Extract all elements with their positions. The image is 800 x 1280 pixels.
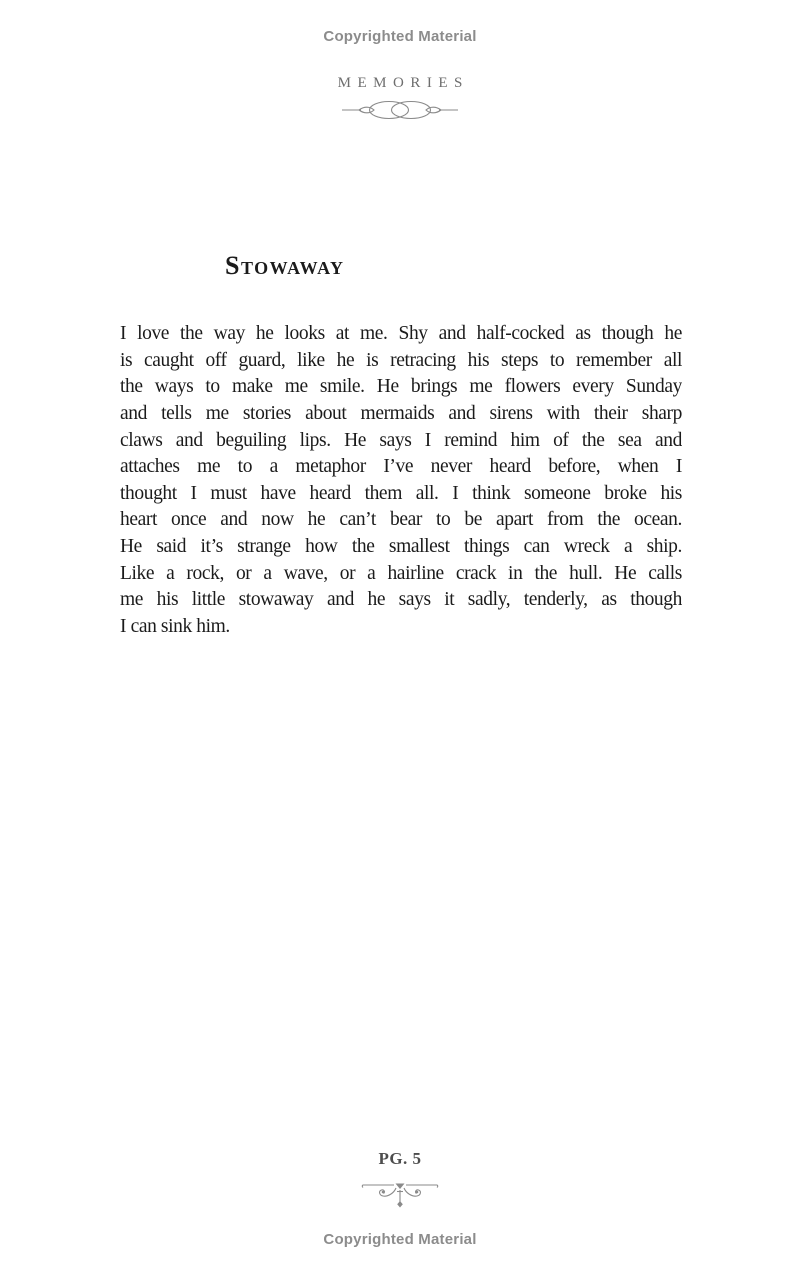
copyright-notice-bottom: Copyrighted Material <box>323 1231 477 1248</box>
poem-body-line: thought I must have heard them all. I think someone broke his <box>120 482 682 504</box>
poem-body-line: I love the way he looks at me. Shy and half-cocked as though he <box>120 323 682 344</box>
poem-body-line: me his little stowaway and he says it sadly, tenderly, as though <box>120 589 682 611</box>
poem-body-line: is caught off guard, like he is retracing his steps to remember all <box>120 349 682 371</box>
page-number: PG. 5 <box>378 1149 422 1168</box>
header-flourish-icon <box>342 98 458 122</box>
poem-body-line: claws and beguiling lips. He says I remind him of the sea and <box>120 429 682 451</box>
poem-body-line: attaches me to a metaphor I’ve never heard before, when I <box>120 456 682 478</box>
poem-body-line: heart once and now he can’t bear to be apart from the ocean. <box>120 509 682 531</box>
poem-body-line: Like a rock, or a wave, or a hairline crack in the hull. He calls <box>120 562 682 584</box>
poem-body-line: I can sink him. <box>120 616 230 638</box>
footer-ornament-icon <box>361 1179 439 1209</box>
poem-title: Stowaway <box>225 251 345 280</box>
poem-body <box>120 321 682 641</box>
poem-body-line: the ways to make me smile. He brings me flowers every Sunday <box>120 376 682 398</box>
running-header-title: MEMORIES <box>337 75 469 91</box>
poem-body-line: and tells me stories about mermaids and sirens with their sharp <box>120 402 682 424</box>
copyright-notice-top: Copyrighted Material <box>323 28 477 45</box>
poem-body-line: He said it’s strange how the smallest things can wreck a ship. <box>120 536 682 558</box>
